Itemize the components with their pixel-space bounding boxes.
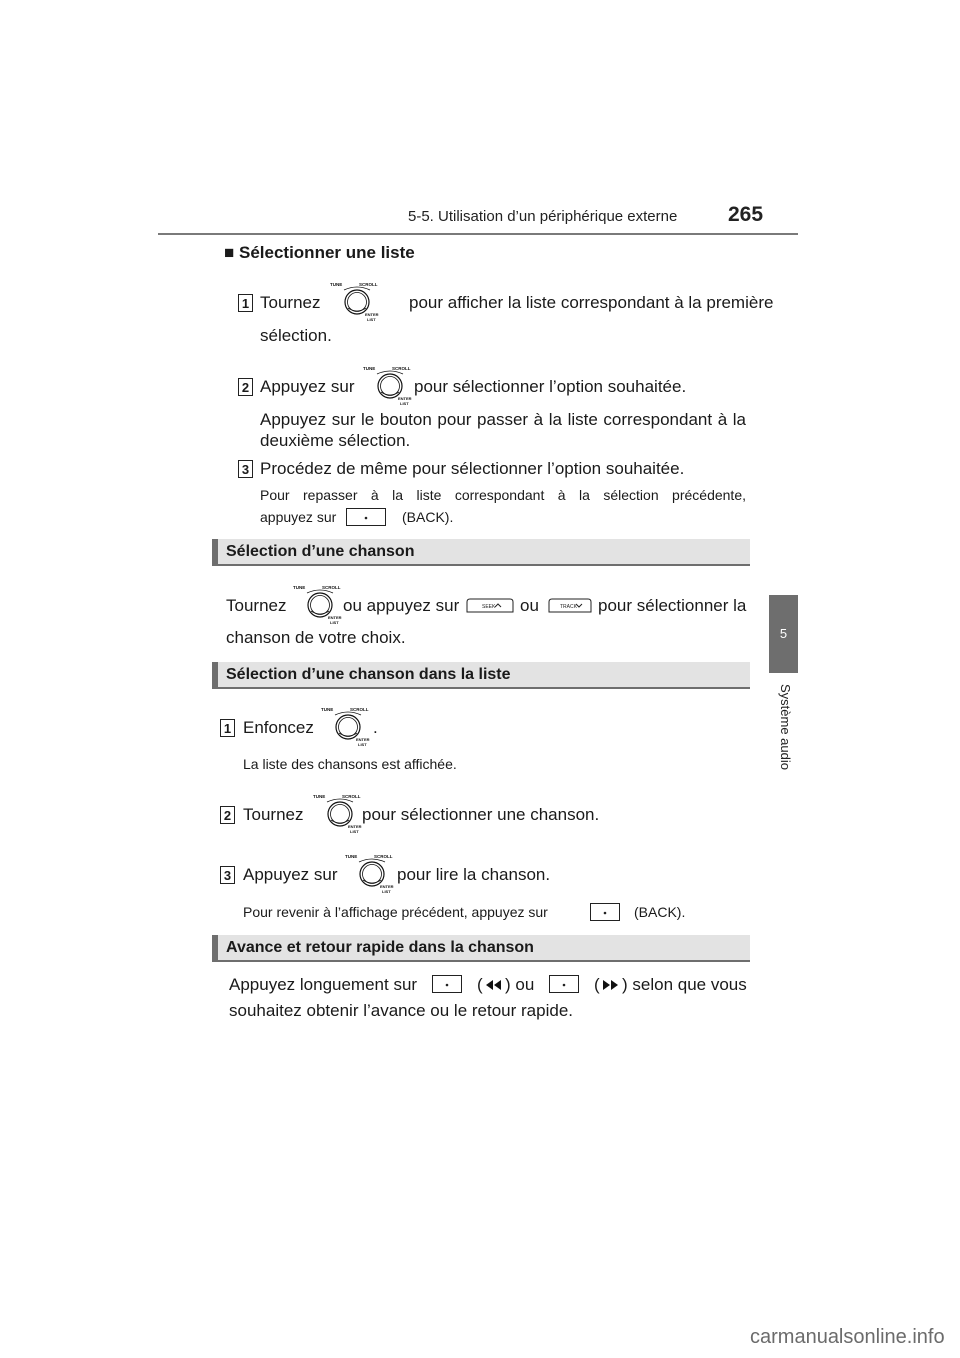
svg-text:LIST: LIST: [330, 620, 339, 625]
preset-button-icon: [432, 975, 462, 993]
body-text: (: [477, 975, 483, 994]
body-text: ) selon que vous: [622, 975, 747, 994]
body-text: souhaitez obtenir l’avance ou le retour rapide.: [229, 1001, 573, 1020]
svg-text:TRACK: TRACK: [560, 604, 577, 610]
step-text: Tournez: [243, 805, 304, 824]
step-badge-1: 1: [238, 294, 253, 312]
svg-text:LIST: LIST: [350, 829, 359, 834]
preset-button-icon: [549, 975, 579, 993]
step-note: Appuyez sur le bouton pour passer à la liste correspondant à la: [260, 410, 746, 429]
step-text: Appuyez sur: [260, 377, 355, 396]
step-text: pour lire la chanson.: [397, 865, 551, 884]
svg-text:SCROLL: SCROLL: [342, 794, 361, 799]
section-header: [212, 539, 750, 566]
svg-text:ENTER: ENTER: [365, 312, 379, 317]
svg-text:TUNE: TUNE: [330, 282, 343, 287]
tune-scroll-knob-icon: [328, 280, 386, 322]
tune-scroll-knob-icon: [361, 364, 419, 406]
svg-text:SCROLL: SCROLL: [392, 366, 411, 371]
svg-text:SCROLL: SCROLL: [374, 854, 393, 859]
back-button-icon: [346, 508, 386, 526]
svg-text:SEEK: SEEK: [482, 604, 496, 610]
tune-scroll-knob-icon: [291, 583, 349, 625]
body-text: Appuyez longuement sur: [229, 975, 418, 994]
body-text: (: [594, 975, 600, 994]
note-text: Pour revenir à l’affichage précédent, appuyez sur: [243, 904, 548, 920]
tune-scroll-knob-icon: [343, 852, 401, 894]
body-text: chanson de votre choix.: [226, 628, 406, 647]
section-header: [212, 662, 750, 689]
svg-text:TUNE: TUNE: [363, 366, 376, 371]
section-header: [212, 935, 750, 962]
step-badge-3: 3: [238, 460, 253, 478]
step-badge-2: 2: [220, 806, 235, 824]
note-text: appuyez sur: [260, 509, 337, 525]
svg-text:TUNE: TUNE: [293, 585, 306, 590]
svg-text:TUNE: TUNE: [321, 707, 334, 712]
fast-forward-icon: [601, 978, 621, 997]
note-text: (BACK).: [402, 509, 454, 525]
step-text: sélection.: [260, 326, 332, 345]
chapter-label: Système audio: [778, 684, 793, 770]
watermark-logo: carmanualsonline.info: [750, 1326, 945, 1348]
step-text: pour sélectionner une chanson.: [362, 805, 600, 824]
body-text: ou: [520, 596, 539, 615]
header-rule: [158, 233, 798, 235]
back-button-icon: [590, 903, 620, 921]
step-text: Appuyez sur: [243, 865, 338, 884]
step-text: pour afficher la liste correspondant à la première: [409, 293, 774, 312]
tune-scroll-knob-icon: [311, 792, 369, 834]
svg-text:SCROLL: SCROLL: [359, 282, 378, 287]
rewind-icon: [484, 978, 504, 997]
track-button-icon: [548, 598, 592, 614]
svg-text:ENTER: ENTER: [348, 824, 362, 829]
note-text: (BACK).: [634, 904, 686, 920]
step-text: .: [373, 718, 378, 737]
step-note: deuxième sélection.: [260, 431, 411, 450]
step-text: Enfoncez: [243, 718, 314, 737]
chapter-tab: [769, 595, 798, 673]
note-text: La liste des chansons est affichée.: [243, 756, 457, 772]
body-text: Tournez: [226, 596, 287, 615]
step-text: Tournez: [260, 293, 321, 312]
section-title: Sélection d’une chanson dans la liste: [226, 665, 511, 683]
svg-text:ENTER: ENTER: [398, 396, 412, 401]
header-section-title: 5-5. Utilisation d’un périphérique externe: [408, 208, 678, 225]
svg-text:ENTER: ENTER: [328, 615, 342, 620]
body-text: pour sélectionner la: [598, 596, 747, 615]
svg-text:TUNE: TUNE: [313, 794, 326, 799]
step-badge-3: 3: [220, 866, 235, 884]
section-title: Sélection d’une chanson: [226, 542, 415, 560]
subsection-title: ■ Sélectionner une liste: [224, 243, 415, 262]
step-badge-2: 2: [238, 378, 253, 396]
svg-text:SCROLL: SCROLL: [350, 707, 369, 712]
step-badge-1: 1: [220, 719, 235, 737]
svg-text:LIST: LIST: [367, 317, 376, 322]
note-text: Pour repasser à la liste correspondant à la sélection précédente,: [260, 487, 746, 503]
chapter-number: 5: [779, 626, 788, 641]
section-title: Avance et retour rapide dans la chanson: [226, 938, 534, 956]
svg-text:ENTER: ENTER: [356, 737, 370, 742]
svg-text:TUNE: TUNE: [345, 854, 358, 859]
svg-text:SCROLL: SCROLL: [322, 585, 341, 590]
step-text: Procédez de même pour sélectionner l’option souhaitée.: [260, 459, 685, 478]
svg-text:LIST: LIST: [382, 889, 391, 894]
svg-text:LIST: LIST: [400, 401, 409, 406]
svg-text:LIST: LIST: [358, 742, 367, 747]
svg-text:ENTER: ENTER: [380, 884, 394, 889]
seek-button-icon: [466, 598, 514, 614]
tune-scroll-knob-icon: [319, 705, 377, 747]
step-text: pour sélectionner l’option souhaitée.: [414, 377, 687, 396]
page-number: 265: [728, 203, 764, 226]
body-text: ou appuyez sur: [343, 596, 460, 615]
body-text: ) ou: [505, 975, 535, 994]
